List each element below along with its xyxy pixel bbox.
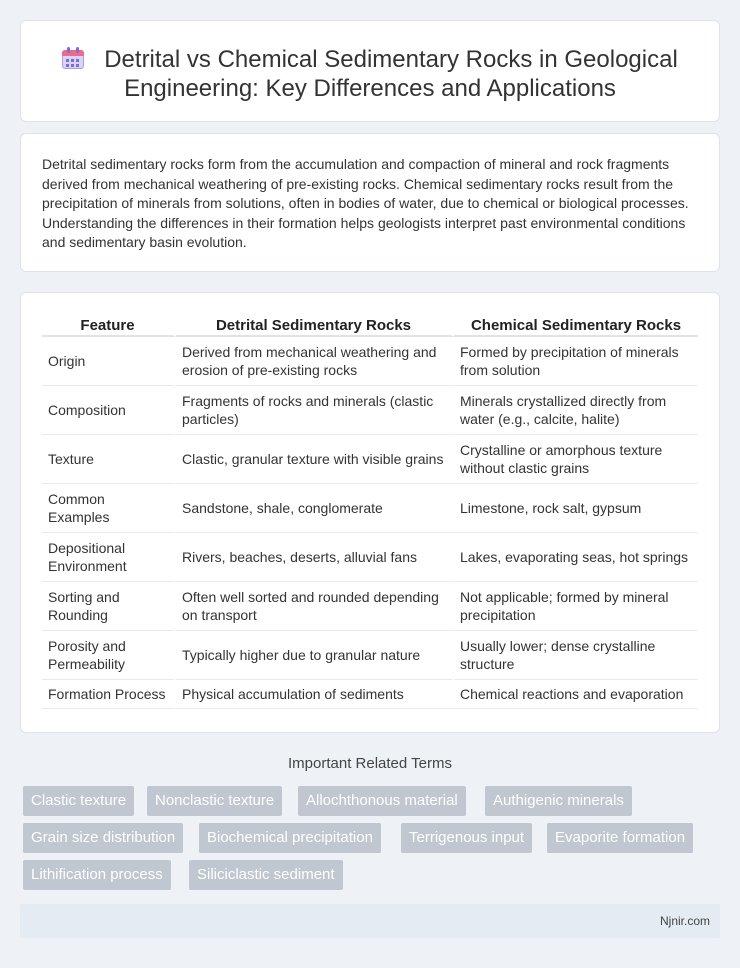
intro-card <box>20 133 720 272</box>
table-row <box>42 582 698 631</box>
row-feature: Common Examples <box>42 484 176 533</box>
related-term-tag[interactable]: Terrigenous input <box>401 823 532 853</box>
row-chemical: Crystalline or amorphous texture without clastic grains <box>454 435 698 484</box>
related-term-tag[interactable]: Evaporite formation <box>547 823 693 853</box>
related-term-tag[interactable]: Lithification process <box>23 860 171 890</box>
comparison-table <box>42 316 698 709</box>
related-term-tag[interactable]: Biochemical precipitation <box>199 823 381 853</box>
related-terms-title: Important Related Terms <box>288 755 452 772</box>
calendar-icon <box>62 48 84 70</box>
related-term-tag[interactable]: Nonclastic texture <box>147 786 282 816</box>
row-detrital: Typically higher due to granular nature <box>176 631 454 680</box>
table-row <box>42 386 698 435</box>
table-row <box>42 631 698 680</box>
related-term-tag[interactable]: Authigenic minerals <box>485 786 632 816</box>
related-term-tag[interactable]: Siliciclastic sediment <box>189 860 343 890</box>
row-feature: Porosity and Permeability <box>42 631 176 680</box>
row-detrital: Often well sorted and rounded depending on transport <box>176 582 454 631</box>
header-detrital: Detrital Sedimentary Rocks <box>176 316 454 337</box>
row-detrital: Rivers, beaches, deserts, alluvial fans <box>176 533 454 582</box>
title-line-2: Engineering: Key Differences and Applications <box>124 75 616 102</box>
row-detrital: Fragments of rocks and minerals (clastic particles) <box>176 386 454 435</box>
table-row <box>42 484 698 533</box>
row-feature: Sorting and Rounding <box>42 582 176 631</box>
row-chemical: Minerals crystallized directly from water (e.g., calcite, halite) <box>454 386 698 435</box>
intro-paragraph: Detrital sedimentary rocks form from the accumulation and compaction of mineral and rock fragments derived from mechanical weathering of pre-existing rocks. Chemical sedimentary rocks result from the precipitation of minerals from solutions, often in bodies of water, due to chemical or biological processes. Understanding the differences in their formation helps geologists interpret past environmental conditions and sedimentary basin evolution. <box>42 156 689 250</box>
row-feature: Origin <box>42 337 176 386</box>
title-card <box>20 20 720 122</box>
table-row <box>42 533 698 582</box>
comparison-table-card <box>20 292 720 733</box>
header-chemical: Chemical Sedimentary Rocks <box>454 316 698 337</box>
footer-site-name: Njnir.com <box>659 914 710 928</box>
row-chemical: Not applicable; formed by mineral precipitation <box>454 582 698 631</box>
row-detrital: Clastic, granular texture with visible grains <box>176 435 454 484</box>
row-feature: Formation Process <box>42 680 176 709</box>
row-detrital: Sandstone, shale, conglomerate <box>176 484 454 533</box>
row-feature: Depositional Environment <box>42 533 176 582</box>
row-chemical: Lakes, evaporating seas, hot springs <box>454 533 698 582</box>
title-line-1: Detrital vs Chemical Sedimentary Rocks in Geological <box>104 46 678 73</box>
table-header-row <box>42 316 698 337</box>
row-detrital: Derived from mechanical weathering and erosion of pre-existing rocks <box>176 337 454 386</box>
row-detrital: Physical accumulation of sediments <box>176 680 454 709</box>
row-chemical: Usually lower; dense crystalline structure <box>454 631 698 680</box>
related-term-tag[interactable]: Clastic texture <box>23 786 134 816</box>
related-term-tag[interactable]: Allochthonous material <box>298 786 466 816</box>
page-title <box>21 45 719 103</box>
footer <box>20 904 720 938</box>
row-feature: Texture <box>42 435 176 484</box>
table-row <box>42 680 698 709</box>
row-chemical: Chemical reactions and evaporation <box>454 680 698 709</box>
row-chemical: Limestone, rock salt, gypsum <box>454 484 698 533</box>
table-row <box>42 435 698 484</box>
row-chemical: Formed by precipitation of minerals from solution <box>454 337 698 386</box>
related-term-tag[interactable]: Grain size distribution <box>23 823 183 853</box>
table-row <box>42 337 698 386</box>
row-feature: Composition <box>42 386 176 435</box>
header-feature: Feature <box>42 316 176 337</box>
